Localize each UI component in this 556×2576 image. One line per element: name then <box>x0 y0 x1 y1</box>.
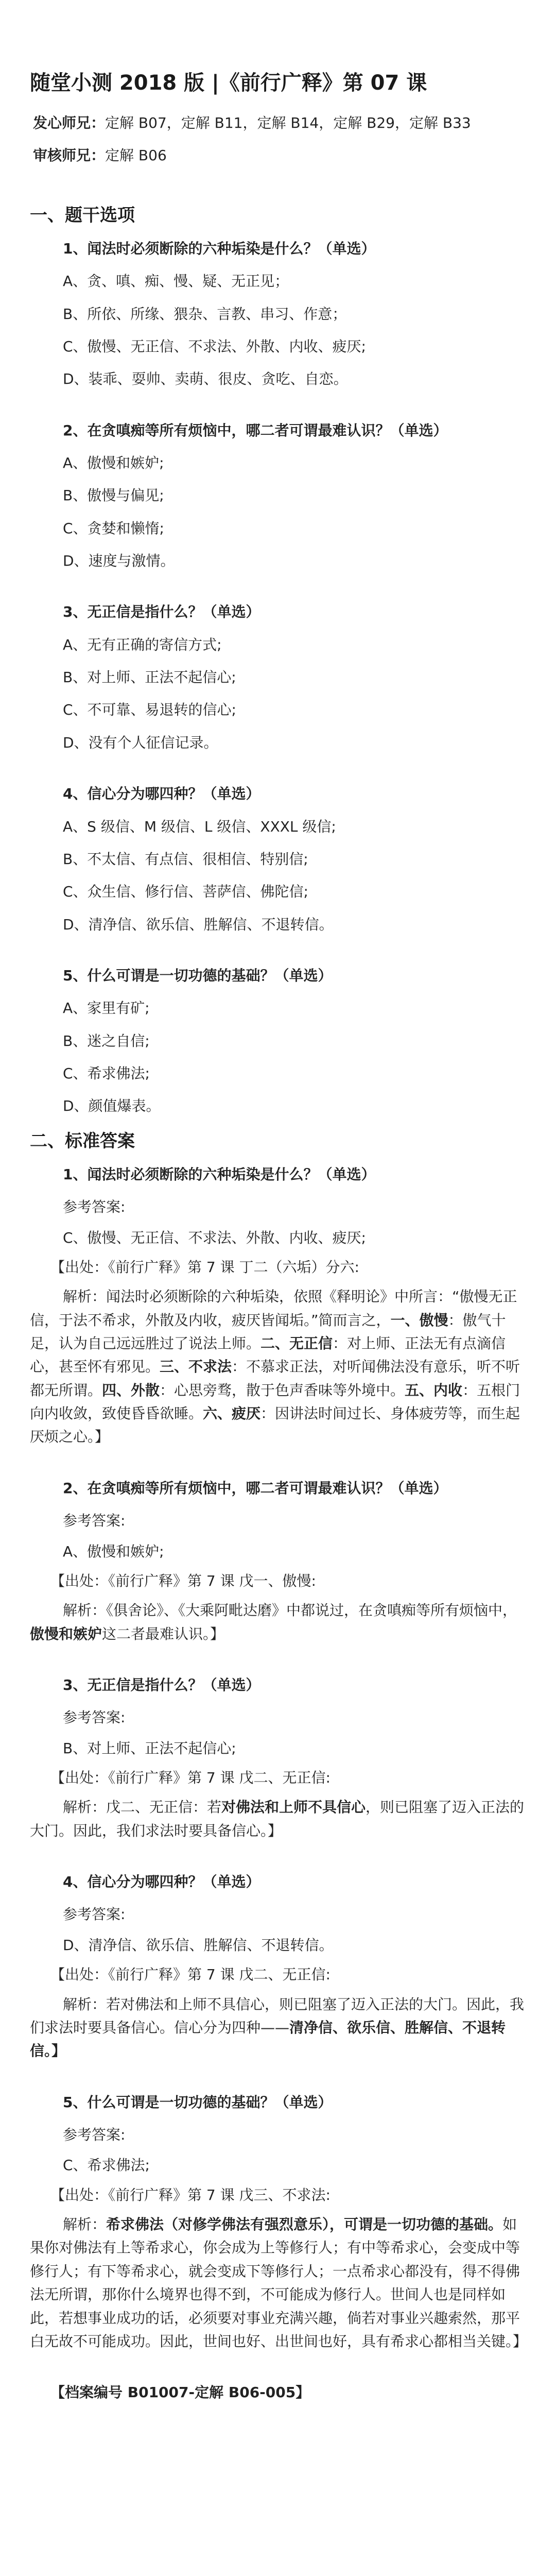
expl-text: ：五根门向内收敛，致使昏昏欲睡。 <box>30 1381 520 1422</box>
expl-text: ：因讲法时间过长、身体疲劳等，而生起厌烦之心。】 <box>30 1405 520 1446</box>
expl-bold: 六、疲厌 <box>203 1405 261 1422</box>
question-title <box>30 419 526 442</box>
answer-explanation <box>30 1285 526 1449</box>
setter-line <box>30 111 526 134</box>
option-a: A、傲慢和嫉妒; <box>63 454 164 471</box>
reviewer-label: 审核师兄： <box>33 147 106 164</box>
answer-value: D、清净信、欲乐信、胜解信、不退转信。 <box>63 1936 334 1954</box>
option-a: A、贪、嗔、痴、慢、疑、无正见； <box>63 273 289 290</box>
answer-explanation <box>30 1993 526 2063</box>
question-number: 5、 <box>63 967 88 984</box>
question-title <box>30 600 526 623</box>
question-title <box>30 2091 526 2114</box>
expl-bold: 三、不求法 <box>160 1358 232 1376</box>
expl-text: 解析： <box>63 2216 107 2233</box>
answer-label: 参考答案: <box>63 1198 126 1216</box>
expl-bold: 五、内收 <box>405 1381 463 1399</box>
question-number: 3、 <box>63 1676 88 1693</box>
setter-value: 定解 B07，定解 B11，定解 B14，定解 B29，定解 B33 <box>105 114 471 131</box>
option-b: B、傲慢与偏见; <box>63 487 164 504</box>
answer-explanation <box>30 1795 526 1842</box>
expl-bold: 傲慢和嫉妒 <box>30 1625 102 1642</box>
option-b: B、所依、所缘、猥杂、言教、串习、作意； <box>63 305 347 323</box>
expl-bold: 清净信、欲乐信、胜解信、不退转信。】 <box>30 2019 506 2060</box>
expl-text: 解析：戊二、无正信：若 <box>63 1799 222 1816</box>
answer-label: 参考答案: <box>63 1709 126 1726</box>
question-title <box>30 1477 526 1500</box>
question-number: 2、 <box>63 421 88 439</box>
expl-text: 解析：《俱舍论》、《大乘阿毗达磨》中都说过，在贪嗔痴等所有烦恼中， <box>63 1602 517 1619</box>
expl-bold: 四、外散 <box>102 1381 160 1399</box>
option-d: D、清净信、欲乐信、胜解信、不退转信。 <box>63 916 334 933</box>
expl-bold: 对佛法和上师不具信心 <box>221 1799 366 1816</box>
question-3 <box>30 600 526 754</box>
question-text: 无正信是指什么？（单选） <box>87 603 260 621</box>
option-c: C、不可靠、易退转的信心; <box>63 701 236 719</box>
answer-reference: 【出处：《前行广释》第 7 课 戊一、傲慢: <box>50 1572 316 1589</box>
answer-reference: 【出处：《前行广释》第 7 课 丁二（六垢）分六: <box>50 1258 359 1276</box>
option-c: C、希求佛法; <box>63 1065 150 1082</box>
option-a: A、无有正确的寄信方式; <box>63 636 222 653</box>
answer-2 <box>30 1477 526 1646</box>
question-title <box>30 964 526 987</box>
question-title <box>30 1870 526 1893</box>
question-text: 信心分为哪四种？（单选） <box>87 1873 260 1891</box>
expl-text: ：对上师、正法无有点滴信心，甚至怀有邪见。 <box>30 1335 506 1376</box>
question-number: 1、 <box>63 240 88 257</box>
answer-reference: 【出处：《前行广释》第 7 课 戊三、不求法: <box>50 2186 331 2204</box>
question-text: 闻法时必须断除的六种垢染是什么？（单选） <box>87 240 376 257</box>
section-questions-title: 一、题干选项 <box>30 205 135 226</box>
setter-label: 发心师兄： <box>33 114 106 131</box>
expl-text: 解析：闻法时必须断除的六种垢染，依照《释明论》中所言：“傲慢无正信，于法不希求，外散及内收，疲厌皆闻垢。”简而言之， <box>30 1288 517 1329</box>
question-number: 3、 <box>63 603 88 621</box>
expl-text: ：傲气十足，认为自己远远胜过了说法上师。 <box>30 1311 506 1352</box>
question-text: 什么可谓是一切功德的基础？（单选） <box>87 967 333 984</box>
answer-3 <box>30 1673 526 1842</box>
expl-text: 这二者最难认识。】 <box>102 1625 225 1642</box>
option-c: C、傲慢、无正信、不求法、外散、内收、疲厌; <box>63 337 366 355</box>
expl-bold: 希求佛法（对修学佛法有强烈意乐），可谓是一切功德的基础。 <box>106 2216 503 2233</box>
answer-explanation <box>30 1599 526 1646</box>
answer-reference: 【出处：《前行广释》第 7 课 戊二、无正信: <box>50 1769 331 1787</box>
expl-text: ：心思旁骛，散于色声香味等外境中。 <box>160 1381 405 1399</box>
question-text: 信心分为哪四种？（单选） <box>87 785 260 803</box>
answer-1 <box>30 1163 526 1449</box>
question-number: 2、 <box>63 1479 88 1497</box>
question-title <box>30 237 526 260</box>
question-number: 4、 <box>63 1873 88 1891</box>
question-text: 什么可谓是一切功德的基础？（单选） <box>87 2093 333 2111</box>
answer-label: 参考答案: <box>63 2126 126 2143</box>
question-text: 在贪嗔痴等所有烦恼中，哪二者可谓最难认识？（单选） <box>87 1479 448 1497</box>
option-d: D、速度与激情。 <box>63 552 175 570</box>
option-a: A、家里有矿; <box>63 999 150 1017</box>
question-title <box>30 1673 526 1697</box>
option-a: A、S 级信、M 级信、L 级信、XXXL 级信; <box>63 818 336 835</box>
option-d: D、装乖、耍帅、卖萌、很皮、贪吃、自恋。 <box>63 370 348 388</box>
answer-explanation <box>30 2213 526 2353</box>
expl-text: 如果你对佛法有上等希求心，你会成为上等修行人；有中等希求心，会变成中等修行人；有下等希求心，就会变成下等修行人；一点希求心都没有，得不得佛法无所谓，那你什么境界也得不到，不可能成为修行人。世间人也是同样如此，若想事业成功的话，必须要对事业充满兴趣，倘若对事业兴趣索然，那平白无故不可能成功。因此，世间也好、出世间也好，具有希求心都相当关键。】 <box>30 2216 528 2350</box>
question-text: 闻法时必须断除的六种垢染是什么？（单选） <box>87 1165 376 1183</box>
option-d: D、颜值爆表。 <box>63 1097 161 1115</box>
question-5 <box>30 964 526 1118</box>
answer-value: B、对上师、正法不起信心; <box>63 1739 236 1757</box>
answer-5 <box>30 2091 526 2353</box>
answer-value: C、希求佛法; <box>63 2157 150 2174</box>
question-number: 4、 <box>63 785 88 803</box>
option-b: B、迷之自信; <box>63 1032 150 1049</box>
answer-4 <box>30 1870 526 2063</box>
question-number: 5、 <box>63 2093 88 2111</box>
expl-text: ：不慕求正法，对听闻佛法没有意乐，听不听都无所谓。 <box>30 1358 520 1399</box>
archive-number: 【档案编号 B01007-定解 B06-005】 <box>50 2384 310 2401</box>
document-title: 随堂小测 2018 版 |《前行广释》第 07 课 <box>30 71 427 95</box>
question-text: 无正信是指什么？（单选） <box>87 1676 260 1693</box>
question-1 <box>30 237 526 391</box>
option-c: C、贪婪和懒惰; <box>63 519 164 537</box>
question-4 <box>30 782 526 936</box>
option-b: B、不太信、有点信、很相信、特别信; <box>63 850 308 868</box>
expl-text: ，则已阻塞了迈入正法的大门。因此，我们求法时要具备信心。】 <box>30 1799 525 1839</box>
answer-value: A、傲慢和嫉妒; <box>63 1543 164 1560</box>
answer-label: 参考答案: <box>63 1906 126 1923</box>
question-2 <box>30 419 526 573</box>
reviewer-line <box>30 144 526 167</box>
answer-label: 参考答案: <box>63 1512 126 1530</box>
question-title <box>30 782 526 805</box>
option-c: C、众生信、修行信、菩萨信、佛陀信; <box>63 883 308 901</box>
question-text: 在贪嗔痴等所有烦恼中，哪二者可谓最难认识？（单选） <box>87 421 448 439</box>
reviewer-value: 定解 B06 <box>105 147 167 164</box>
question-title <box>30 1163 526 1186</box>
option-d: D、没有个人征信记录。 <box>63 734 218 751</box>
answer-reference: 【出处：《前行广释》第 7 课 戊二、无正信: <box>50 1966 331 1984</box>
option-b: B、对上师、正法不起信心; <box>63 669 236 686</box>
expl-bold: 二、无正信 <box>260 1335 333 1352</box>
expl-text: 解析：若对佛法和上师不具信心，则已阻塞了迈入正法的大门。因此，我们求法时要具备信心。信心分为四种—— <box>30 1995 525 2036</box>
answer-value: C、傲慢、无正信、不求法、外散、内收、疲厌; <box>63 1229 366 1246</box>
section-answers-title: 二、标准答案 <box>30 1130 135 1151</box>
question-number: 1、 <box>63 1165 88 1183</box>
expl-bold: 一、傲慢 <box>390 1311 448 1329</box>
